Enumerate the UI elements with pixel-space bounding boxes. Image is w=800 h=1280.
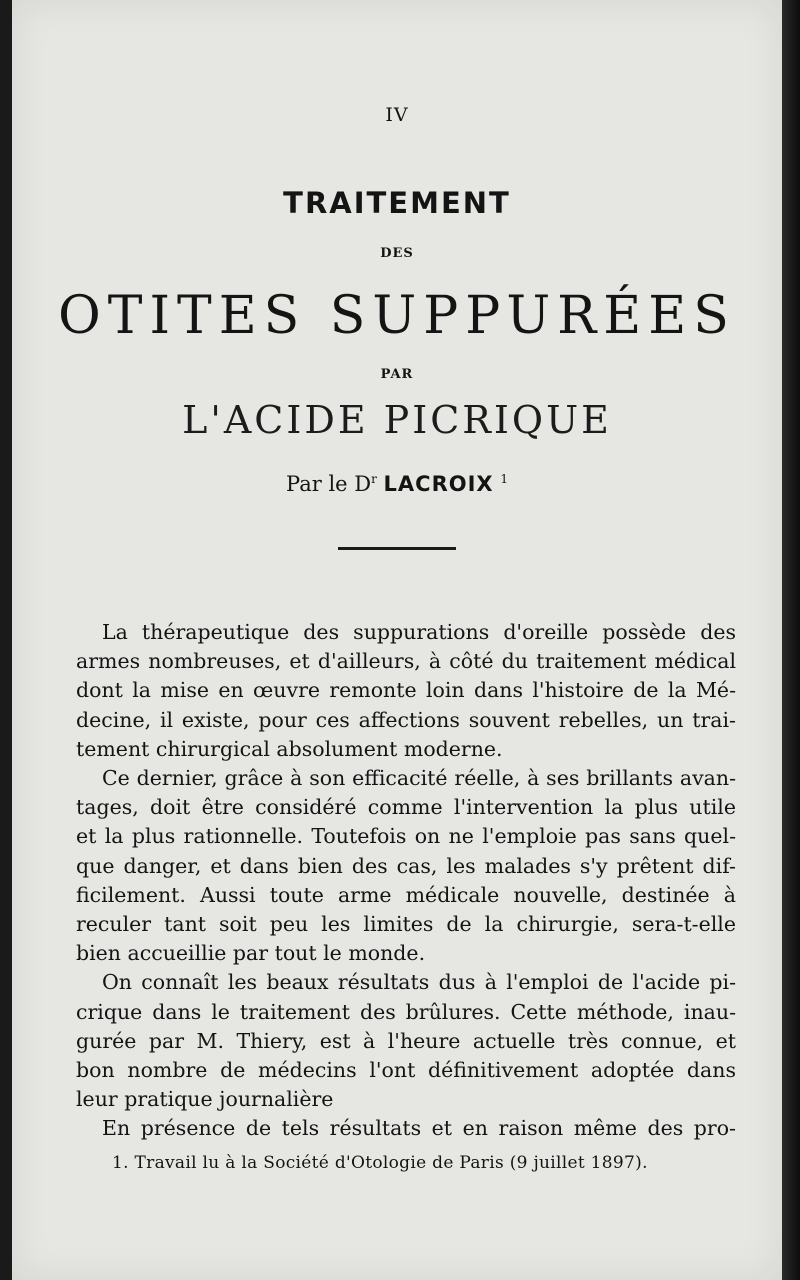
text-line: bon nombre de médecins l'ont définitivement adoptée dans — [76, 1058, 736, 1083]
text-line: ficilement. Aussi toute arme médicale nouvelle, destinée à — [76, 882, 736, 907]
footnote: 1. Travail lu à la Société d'Otologie de Paris (9 juillet 1897). — [112, 1153, 648, 1173]
text-line: En présence de tels résultats et en raison même des pro- — [102, 1116, 736, 1141]
title-des: DES — [380, 246, 414, 261]
page-edge-shadow — [782, 0, 800, 1280]
text-line: que danger, et dans bien des cas, les malades s'y prêtent dif- — [76, 853, 736, 878]
author-line — [12, 472, 782, 496]
text-line: armes nombreuses, et d'ailleurs, à côté du traitement médical — [76, 649, 736, 674]
title-par: PAR — [380, 367, 414, 382]
title-traitement: TRAITEMENT — [283, 186, 511, 220]
text-line: La thérapeutique des suppurations d'oreille possède des — [102, 620, 736, 644]
chapter-number: IV — [385, 104, 409, 126]
text-line: Ce dernier, grâce à son efficacité réelle, à ses brillants avan- — [102, 766, 736, 791]
separator-rule — [338, 547, 456, 550]
author-name: LACROIX — [383, 472, 494, 496]
title-otites-suppurees: OTITES SUPPURÉES — [58, 286, 736, 346]
text-line: dont la mise en œuvre remonte loin dans l'histoire de la Mé- — [76, 678, 736, 703]
text-line: crique dans le traitement des brûlures. Cette méthode, inau- — [76, 999, 736, 1024]
body-text — [76, 618, 736, 1144]
text-line: decine, il existe, pour ces affections souvent rebelles, un trai- — [76, 707, 736, 732]
footnote-marker: 1 — [500, 472, 508, 486]
author-title-sup: r — [371, 472, 377, 486]
text-line: On connaît les beaux résultats dus à l'emploi de l'acide pi- — [102, 970, 736, 995]
text-line: reculer tant soit peu les limites de la chirurgie, sera-t-elle — [76, 912, 736, 937]
text-line: et la plus rationnelle. Toutefois on ne l'emploie pas sans quel- — [76, 824, 736, 849]
text-line: tages, doit être considéré comme l'intervention la plus utile — [76, 795, 736, 820]
text-line: bien accueillie par tout le monde. — [76, 941, 426, 966]
text-line: tement chirurgical absolument moderne. — [76, 736, 503, 761]
text-line: leur pratique journalière — [76, 1087, 334, 1112]
title-acide-picrique: L'ACIDE PICRIQUE — [182, 398, 612, 442]
author-prefix: Par le D — [286, 472, 372, 496]
text-line: gurée par M. Thiery, est à l'heure actuelle très connue, et — [76, 1028, 736, 1053]
book-page — [12, 0, 782, 1280]
